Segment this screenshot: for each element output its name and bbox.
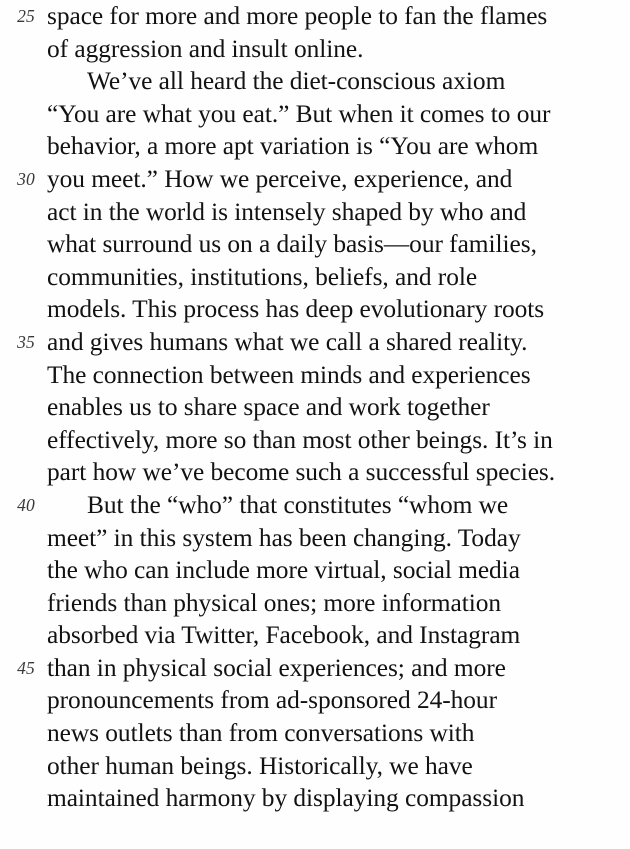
text-line <box>0 98 630 131</box>
text-line <box>0 359 630 392</box>
text-line <box>0 554 630 587</box>
text-line <box>0 717 630 750</box>
text-line <box>0 652 630 685</box>
text-line <box>0 489 630 522</box>
line-text: space for more and more people to fan the flames <box>47 2 548 30</box>
line-text: maintained harmony by displaying compassion <box>47 784 525 813</box>
line-number: 35 <box>17 331 35 352</box>
line-text: part how we’ve become such a successful species. <box>47 458 556 487</box>
text-line <box>0 326 630 359</box>
line-text: We’ve all heard the diet-conscious axiom <box>87 67 506 96</box>
line-number: 30 <box>17 168 35 189</box>
line-text: behavior, a more apt variation is “You are whom <box>47 132 539 161</box>
line-text: what surround us on a daily basis—our families, <box>47 230 537 259</box>
line-text: enables us to share space and work together <box>47 393 490 422</box>
line-text: pronouncements from ad-sponsored 24-hour <box>47 686 497 715</box>
text-line <box>0 424 630 457</box>
text-line <box>0 163 630 196</box>
text-line <box>0 522 630 555</box>
line-number: 25 <box>17 6 35 26</box>
line-number: 40 <box>17 494 35 515</box>
line-text: of aggression and insult online. <box>47 34 364 63</box>
line-number: 45 <box>17 657 35 678</box>
text-line <box>0 391 630 424</box>
line-text: effectively, more so than most other beings. It’s in <box>47 425 553 454</box>
line-text: other human beings. Historically, we have <box>47 751 473 780</box>
line-text: and gives humans what we call a shared reality. <box>47 327 528 356</box>
text-line <box>0 293 630 326</box>
line-text: the who can include more virtual, social media <box>47 556 520 585</box>
line-text: friends than physical ones; more information <box>47 588 502 617</box>
line-text: The connection between minds and experiences <box>47 360 531 389</box>
line-text: news outlets than from conversations with <box>47 719 475 748</box>
text-line <box>0 782 630 815</box>
text-line <box>0 261 630 294</box>
line-text: than in physical social experiences; and more <box>47 653 506 682</box>
text-line <box>0 0 630 33</box>
text-line <box>0 587 630 620</box>
line-text: “You are what you eat.” But when it comes to our <box>47 99 551 128</box>
text-line <box>0 750 630 783</box>
line-text: But the “who” that constitutes “whom we <box>87 490 509 519</box>
text-line <box>0 228 630 261</box>
line-text: act in the world is intensely shaped by who and <box>47 197 527 226</box>
text-line <box>0 196 630 229</box>
text-line <box>0 684 630 717</box>
line-text: meet” in this system has been changing. Today <box>47 523 521 552</box>
text-line <box>0 65 630 98</box>
text-line <box>0 619 630 652</box>
line-text: models. This process has deep evolutionary roots <box>47 295 545 324</box>
text-line <box>0 33 630 66</box>
line-text: absorbed via Twitter, Facebook, and Instagram <box>47 621 521 650</box>
text-line <box>0 456 630 489</box>
line-text: communities, institutions, beliefs, and role <box>47 262 478 291</box>
text-line <box>0 130 630 163</box>
line-text: you meet.” How we perceive, experience, and <box>47 164 513 193</box>
